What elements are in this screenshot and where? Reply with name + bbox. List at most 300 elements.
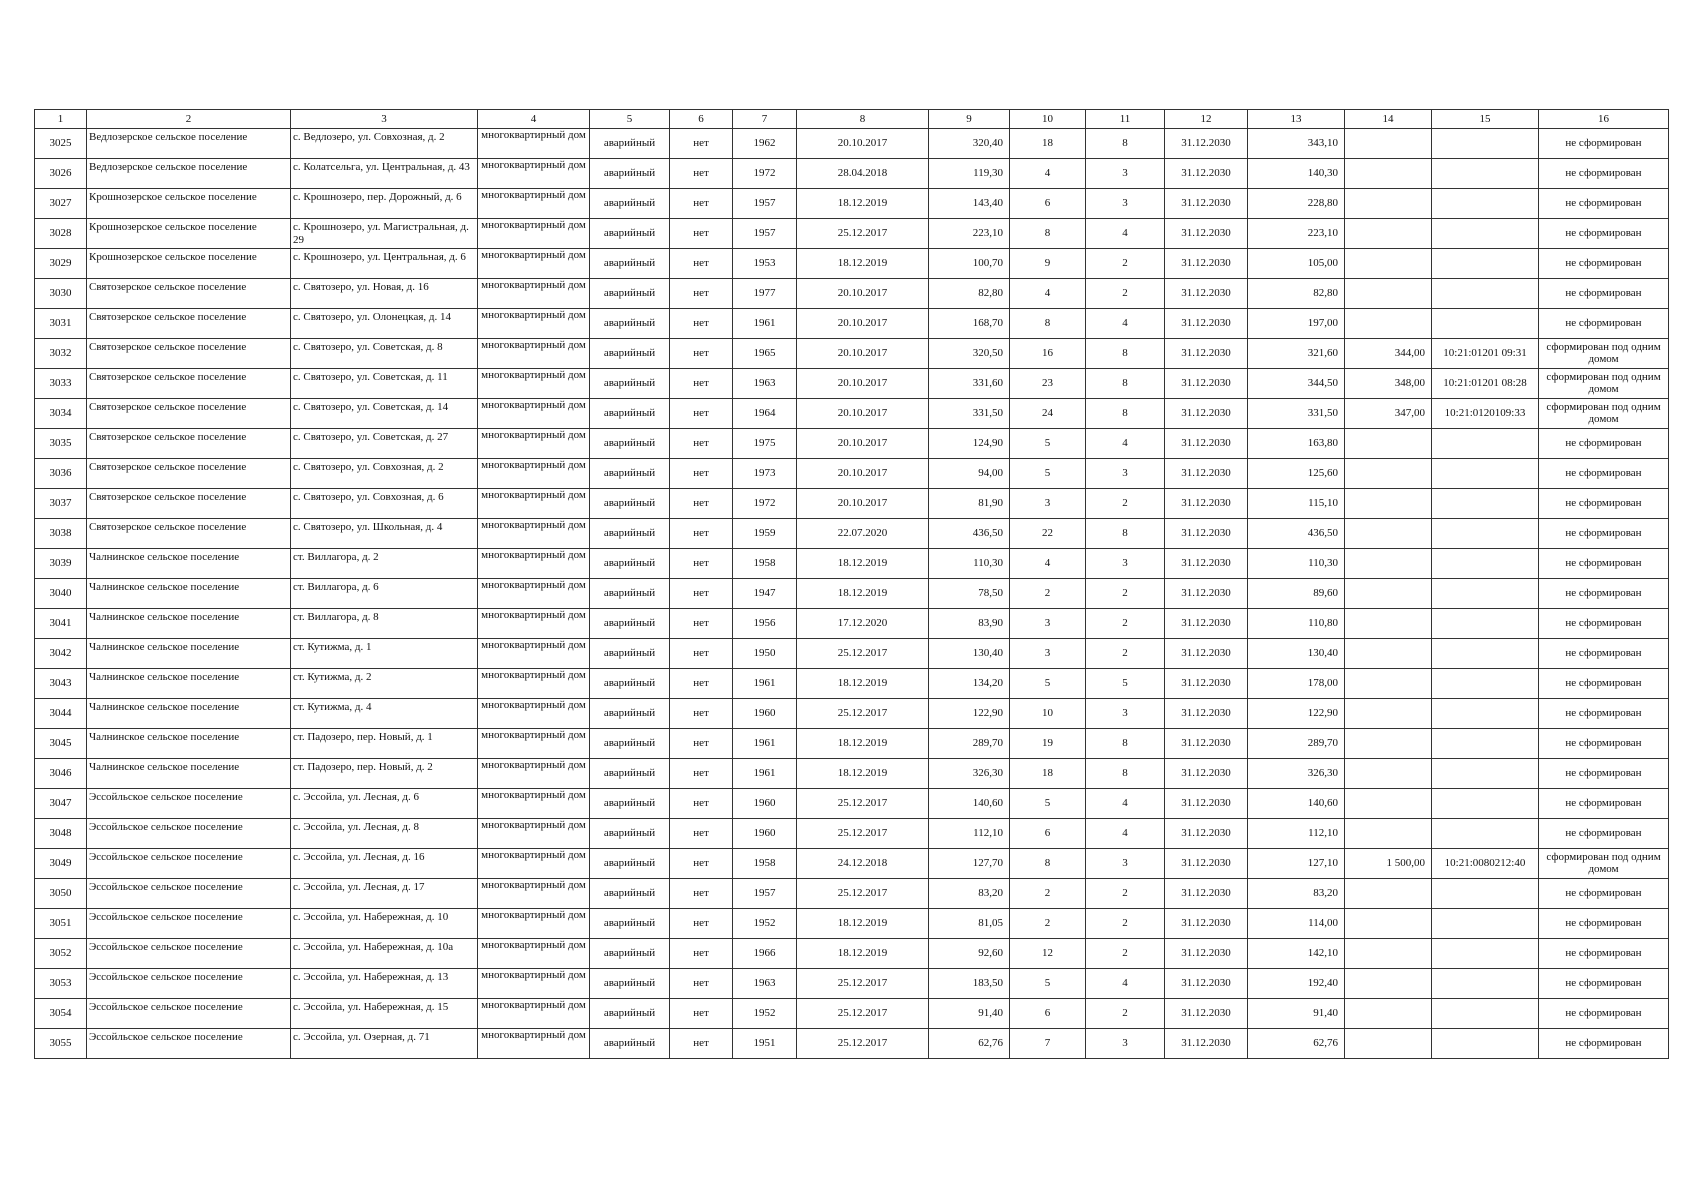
cell-land-area: 348,00 [1345,369,1432,399]
cell-condition: аварийный [590,429,670,459]
cell-land-status: не сформирован [1539,819,1669,849]
cell-residents: 6 [1010,999,1086,1029]
cell-year: 1959 [733,519,797,549]
cell-residents: 22 [1010,519,1086,549]
cell-land-area [1345,699,1432,729]
cell-recognition-date: 20.10.2017 [797,369,929,399]
cell-cadastral-number: 10:21:01201 08:28 [1432,369,1539,399]
cell-settlement: Крошнозерское сельское поселение [87,249,291,279]
cell-apartments: 8 [1086,729,1165,759]
cell-building-type: многоквартирный дом [478,549,590,579]
cell-year: 1965 [733,339,797,369]
cell-apartments: 2 [1086,879,1165,909]
table-row [35,459,1669,489]
cell-recognition-date: 18.12.2019 [797,729,929,759]
cell-recognition-date: 18.12.2019 [797,909,929,939]
cell-year: 1963 [733,369,797,399]
table-row [35,189,1669,219]
cell-condition: аварийный [590,459,670,489]
cell-condition: аварийный [590,579,670,609]
table-row [35,369,1669,399]
table-row [35,939,1669,969]
cell-year: 1960 [733,789,797,819]
cell-condition: аварийный [590,279,670,309]
cell-residents: 2 [1010,879,1086,909]
cell-recognition-date: 18.12.2019 [797,249,929,279]
cell-residents: 7 [1010,1029,1086,1059]
cell-total-area: 125,60 [1248,459,1345,489]
cell-total-area: 197,00 [1248,309,1345,339]
cell-settlement: Эссойльское сельское поселение [87,939,291,969]
cell-total-area: 326,30 [1248,759,1345,789]
cell-land-status: не сформирован [1539,699,1669,729]
cell-total-area: 163,80 [1248,429,1345,459]
cell-area: 119,30 [929,159,1010,189]
column-header-1: 1 [35,110,87,129]
table-row [35,849,1669,879]
cell-flag: нет [670,189,733,219]
cell-land-area [1345,609,1432,639]
cell-land-status: не сформирован [1539,729,1669,759]
table-row [35,999,1669,1029]
cell-land-area [1345,459,1432,489]
cell-land-status: сформирован под одним домом [1539,339,1669,369]
cell-address: ст. Кутижма, д. 4 [291,699,478,729]
table-row [35,249,1669,279]
cell-year: 1956 [733,609,797,639]
cell-building-type: многоквартирный дом [478,879,590,909]
cell-residents: 18 [1010,759,1086,789]
cell-flag: нет [670,159,733,189]
cell-address: с. Эссойла, ул. Лесная, д. 17 [291,879,478,909]
cell-total-area: 105,00 [1248,249,1345,279]
cell-year: 1950 [733,639,797,669]
cell-residents: 8 [1010,219,1086,249]
cell-condition: аварийный [590,369,670,399]
cell-address: с. Святозеро, ул. Школьная, д. 4 [291,519,478,549]
cell-year: 1972 [733,159,797,189]
cell-deadline: 31.12.2030 [1165,669,1248,699]
cell-land-status: не сформирован [1539,219,1669,249]
cell-total-area: 110,30 [1248,549,1345,579]
cell-condition: аварийный [590,189,670,219]
cell-cadastral-number [1432,189,1539,219]
cell-address: ст. Виллагора, д. 6 [291,579,478,609]
cell-condition: аварийный [590,729,670,759]
column-header-9: 9 [929,110,1010,129]
cell-row-number: 3032 [35,339,87,369]
cell-deadline: 31.12.2030 [1165,309,1248,339]
cell-address: с. Колатсельга, ул. Центральная, д. 43 [291,159,478,189]
cell-total-area: 436,50 [1248,519,1345,549]
cell-apartments: 3 [1086,159,1165,189]
cell-year: 1962 [733,129,797,159]
table-row [35,279,1669,309]
cell-area: 83,20 [929,879,1010,909]
cell-land-area: 344,00 [1345,339,1432,369]
cell-apartments: 4 [1086,819,1165,849]
cell-apartments: 2 [1086,909,1165,939]
cell-row-number: 3039 [35,549,87,579]
cell-condition: аварийный [590,999,670,1029]
cell-apartments: 3 [1086,459,1165,489]
cell-land-status: не сформирован [1539,609,1669,639]
table-row [35,909,1669,939]
cell-recognition-date: 28.04.2018 [797,159,929,189]
cell-apartments: 3 [1086,189,1165,219]
cell-year: 1975 [733,429,797,459]
column-header-6: 6 [670,110,733,129]
cell-apartments: 5 [1086,669,1165,699]
cell-flag: нет [670,339,733,369]
cell-land-status: не сформирован [1539,579,1669,609]
cell-flag: нет [670,579,733,609]
cell-year: 1952 [733,999,797,1029]
cell-row-number: 3035 [35,429,87,459]
cell-land-status: не сформирован [1539,789,1669,819]
cell-address: ст. Виллагора, д. 8 [291,609,478,639]
cell-residents: 4 [1010,549,1086,579]
cell-deadline: 31.12.2030 [1165,249,1248,279]
cell-deadline: 31.12.2030 [1165,399,1248,429]
cell-recognition-date: 24.12.2018 [797,849,929,879]
cell-condition: аварийный [590,819,670,849]
cell-cadastral-number [1432,309,1539,339]
cell-area: 289,70 [929,729,1010,759]
cell-building-type: многоквартирный дом [478,249,590,279]
cell-total-area: 91,40 [1248,999,1345,1029]
cell-recognition-date: 18.12.2019 [797,189,929,219]
cell-condition: аварийный [590,219,670,249]
cell-deadline: 31.12.2030 [1165,429,1248,459]
cell-area: 320,40 [929,129,1010,159]
cell-land-status: не сформирован [1539,459,1669,489]
cell-year: 1961 [733,759,797,789]
cell-row-number: 3031 [35,309,87,339]
cell-condition: аварийный [590,489,670,519]
cell-recognition-date: 20.10.2017 [797,399,929,429]
cell-address: с. Эссойла, ул. Лесная, д. 8 [291,819,478,849]
cell-address: ст. Кутижма, д. 2 [291,669,478,699]
cell-settlement: Эссойльское сельское поселение [87,1029,291,1059]
cell-area: 92,60 [929,939,1010,969]
cell-apartments: 4 [1086,969,1165,999]
cell-recognition-date: 17.12.2020 [797,609,929,639]
cell-address: с. Крошнозеро, пер. Дорожный, д. 6 [291,189,478,219]
cell-flag: нет [670,279,733,309]
cell-apartments: 2 [1086,999,1165,1029]
cell-cadastral-number [1432,129,1539,159]
cell-apartments: 8 [1086,519,1165,549]
cell-row-number: 3047 [35,789,87,819]
cell-land-area [1345,909,1432,939]
cell-year: 1973 [733,459,797,489]
table-row [35,669,1669,699]
cell-flag: нет [670,459,733,489]
table-row [35,1029,1669,1059]
cell-condition: аварийный [590,759,670,789]
cell-flag: нет [670,759,733,789]
cell-total-area: 140,60 [1248,789,1345,819]
table-row [35,159,1669,189]
cell-land-area [1345,939,1432,969]
cell-address: с. Эссойла, ул. Набережная, д. 10а [291,939,478,969]
cell-apartments: 2 [1086,489,1165,519]
cell-settlement: Святозерское сельское поселение [87,429,291,459]
cell-address: с. Эссойла, ул. Набережная, д. 10 [291,909,478,939]
cell-flag: нет [670,879,733,909]
cell-cadastral-number [1432,1029,1539,1059]
cell-flag: нет [670,729,733,759]
cell-land-area [1345,999,1432,1029]
cell-settlement: Эссойльское сельское поселение [87,789,291,819]
cell-recognition-date: 25.12.2017 [797,699,929,729]
cell-row-number: 3029 [35,249,87,279]
cell-flag: нет [670,1029,733,1059]
cell-total-area: 321,60 [1248,339,1345,369]
cell-recognition-date: 25.12.2017 [797,1029,929,1059]
cell-deadline: 31.12.2030 [1165,369,1248,399]
cell-building-type: многоквартирный дом [478,369,590,399]
cell-residents: 24 [1010,399,1086,429]
cell-area: 223,10 [929,219,1010,249]
cell-residents: 9 [1010,249,1086,279]
cell-residents: 5 [1010,429,1086,459]
column-header-5: 5 [590,110,670,129]
cell-settlement: Святозерское сельское поселение [87,339,291,369]
cell-deadline: 31.12.2030 [1165,579,1248,609]
cell-building-type: многоквартирный дом [478,1029,590,1059]
cell-land-status: не сформирован [1539,249,1669,279]
column-header-10: 10 [1010,110,1086,129]
cell-building-type: многоквартирный дом [478,219,590,249]
cell-apartments: 2 [1086,579,1165,609]
cell-land-status: не сформирован [1539,189,1669,219]
cell-year: 1972 [733,489,797,519]
cell-recognition-date: 25.12.2017 [797,879,929,909]
column-header-7: 7 [733,110,797,129]
cell-total-area: 228,80 [1248,189,1345,219]
cell-apartments: 8 [1086,369,1165,399]
cell-flag: нет [670,309,733,339]
cell-deadline: 31.12.2030 [1165,819,1248,849]
table-row [35,549,1669,579]
cell-settlement: Эссойльское сельское поселение [87,879,291,909]
cell-apartments: 3 [1086,549,1165,579]
table-row [35,219,1669,249]
table-row [35,819,1669,849]
cell-recognition-date: 20.10.2017 [797,489,929,519]
table-row [35,609,1669,639]
cell-building-type: многоквартирный дом [478,609,590,639]
cell-total-area: 83,20 [1248,879,1345,909]
cell-land-area [1345,159,1432,189]
cell-flag: нет [670,819,733,849]
cell-condition: аварийный [590,609,670,639]
cell-land-area [1345,249,1432,279]
cell-recognition-date: 18.12.2019 [797,549,929,579]
cell-year: 1957 [733,879,797,909]
cell-settlement: Чалнинское сельское поселение [87,699,291,729]
cell-building-type: многоквартирный дом [478,489,590,519]
cell-year: 1958 [733,849,797,879]
cell-deadline: 31.12.2030 [1165,969,1248,999]
cell-building-type: многоквартирный дом [478,309,590,339]
cell-cadastral-number [1432,519,1539,549]
cell-land-area [1345,879,1432,909]
column-header-12: 12 [1165,110,1248,129]
cell-deadline: 31.12.2030 [1165,489,1248,519]
cell-condition: аварийный [590,669,670,699]
cell-year: 1961 [733,669,797,699]
cell-apartments: 2 [1086,639,1165,669]
cell-building-type: многоквартирный дом [478,189,590,219]
cell-total-area: 127,10 [1248,849,1345,879]
cell-land-area [1345,429,1432,459]
cell-apartments: 2 [1086,279,1165,309]
cell-total-area: 112,10 [1248,819,1345,849]
cell-condition: аварийный [590,1029,670,1059]
cell-cadastral-number [1432,489,1539,519]
cell-total-area: 114,00 [1248,909,1345,939]
cell-row-number: 3025 [35,129,87,159]
cell-address: с. Святозеро, ул. Олонецкая, д. 14 [291,309,478,339]
cell-residents: 4 [1010,159,1086,189]
cell-land-area [1345,219,1432,249]
cell-building-type: многоквартирный дом [478,699,590,729]
cell-flag: нет [670,549,733,579]
cell-area: 82,80 [929,279,1010,309]
table-row [35,339,1669,369]
table-row [35,519,1669,549]
cell-condition: аварийный [590,249,670,279]
cell-address: с. Эссойла, ул. Лесная, д. 16 [291,849,478,879]
cell-deadline: 31.12.2030 [1165,999,1248,1029]
cell-building-type: многоквартирный дом [478,819,590,849]
cell-year: 1951 [733,1029,797,1059]
cell-cadastral-number: 10:21:0120109:33 [1432,399,1539,429]
cell-year: 1960 [733,699,797,729]
cell-settlement: Чалнинское сельское поселение [87,669,291,699]
cell-settlement: Святозерское сельское поселение [87,399,291,429]
column-header-2: 2 [87,110,291,129]
cell-year: 1957 [733,219,797,249]
cell-cadastral-number [1432,969,1539,999]
cell-area: 91,40 [929,999,1010,1029]
cell-land-area [1345,789,1432,819]
cell-year: 1953 [733,249,797,279]
cell-area: 94,00 [929,459,1010,489]
cell-settlement: Чалнинское сельское поселение [87,579,291,609]
column-header-11: 11 [1086,110,1165,129]
cell-flag: нет [670,909,733,939]
housing-table [34,109,1669,1059]
cell-apartments: 8 [1086,759,1165,789]
column-header-8: 8 [797,110,929,129]
cell-flag: нет [670,999,733,1029]
cell-recognition-date: 25.12.2017 [797,819,929,849]
cell-recognition-date: 18.12.2019 [797,579,929,609]
cell-apartments: 4 [1086,219,1165,249]
table-row [35,579,1669,609]
cell-land-status: не сформирован [1539,309,1669,339]
cell-address: ст. Падозеро, пер. Новый, д. 2 [291,759,478,789]
cell-row-number: 3027 [35,189,87,219]
cell-flag: нет [670,669,733,699]
cell-deadline: 31.12.2030 [1165,549,1248,579]
cell-row-number: 3037 [35,489,87,519]
cell-row-number: 3052 [35,939,87,969]
cell-row-number: 3042 [35,639,87,669]
cell-total-area: 115,10 [1248,489,1345,519]
cell-land-area [1345,639,1432,669]
cell-row-number: 3043 [35,669,87,699]
cell-cadastral-number [1432,549,1539,579]
cell-apartments: 2 [1086,249,1165,279]
cell-land-status: не сформирован [1539,489,1669,519]
cell-recognition-date: 25.12.2017 [797,789,929,819]
cell-area: 112,10 [929,819,1010,849]
cell-apartments: 2 [1086,939,1165,969]
cell-deadline: 31.12.2030 [1165,189,1248,219]
cell-address: с. Святозеро, ул. Советская, д. 8 [291,339,478,369]
cell-land-status: не сформирован [1539,279,1669,309]
cell-cadastral-number [1432,819,1539,849]
cell-address: ст. Падозеро, пер. Новый, д. 1 [291,729,478,759]
cell-land-area [1345,759,1432,789]
cell-condition: аварийный [590,849,670,879]
cell-land-area [1345,669,1432,699]
cell-row-number: 3049 [35,849,87,879]
cell-flag: нет [670,519,733,549]
cell-land-status: не сформирован [1539,129,1669,159]
cell-condition: аварийный [590,789,670,819]
cell-area: 183,50 [929,969,1010,999]
cell-residents: 16 [1010,339,1086,369]
cell-year: 1958 [733,549,797,579]
table-body [35,129,1669,1059]
header-row [35,110,1669,129]
cell-recognition-date: 20.10.2017 [797,129,929,159]
cell-deadline: 31.12.2030 [1165,519,1248,549]
cell-land-area: 1 500,00 [1345,849,1432,879]
cell-deadline: 31.12.2030 [1165,729,1248,759]
cell-cadastral-number [1432,279,1539,309]
cell-recognition-date: 25.12.2017 [797,999,929,1029]
cell-cadastral-number: 10:21:0080212:40 [1432,849,1539,879]
cell-land-status: не сформирован [1539,999,1669,1029]
cell-land-status: не сформирован [1539,519,1669,549]
cell-building-type: многоквартирный дом [478,519,590,549]
cell-row-number: 3033 [35,369,87,399]
cell-settlement: Эссойльское сельское поселение [87,969,291,999]
cell-condition: аварийный [590,129,670,159]
cell-total-area: 289,70 [1248,729,1345,759]
cell-address: ст. Кутижма, д. 1 [291,639,478,669]
cell-flag: нет [670,369,733,399]
cell-total-area: 110,80 [1248,609,1345,639]
cell-residents: 18 [1010,129,1086,159]
cell-settlement: Чалнинское сельское поселение [87,549,291,579]
cell-residents: 12 [1010,939,1086,969]
cell-cadastral-number [1432,699,1539,729]
cell-recognition-date: 20.10.2017 [797,459,929,489]
cell-settlement: Святозерское сельское поселение [87,369,291,399]
cell-residents: 6 [1010,819,1086,849]
cell-settlement: Святозерское сельское поселение [87,519,291,549]
cell-apartments: 8 [1086,129,1165,159]
cell-flag: нет [670,489,733,519]
